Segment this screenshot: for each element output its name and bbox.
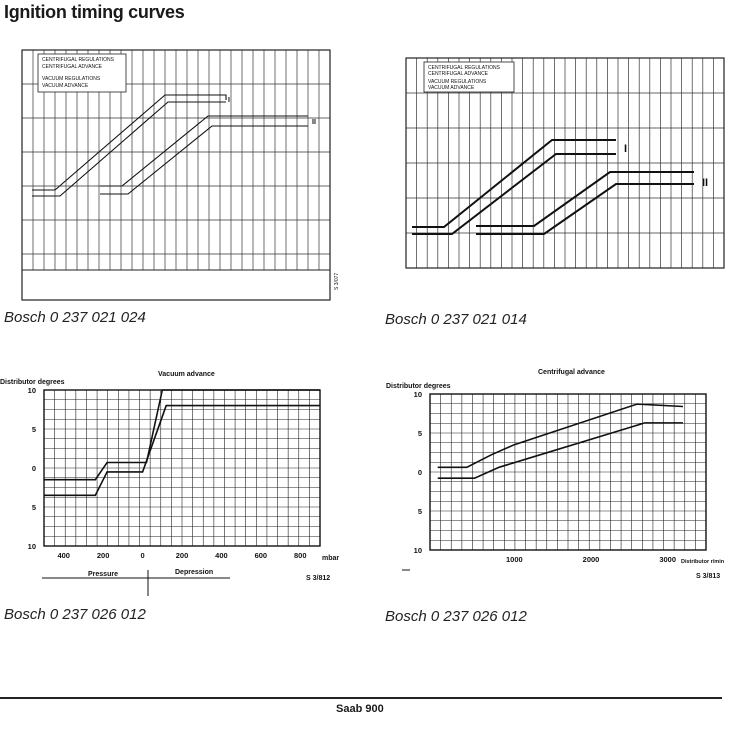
y-tick-label: 10 (27, 386, 36, 395)
x-tick-label: 2000 (582, 555, 600, 564)
legend-line-2: CENTRIFUGAL ADVANCE (42, 64, 103, 70)
x-tick-label: 3000 (659, 555, 677, 564)
y-tick-label: 5 (417, 507, 422, 516)
vacuum-advance-chart (0, 368, 345, 596)
caption-014: Bosch 0 237 021 014 (385, 311, 527, 328)
legend-line-4: VACUUM ADVANCE (42, 83, 89, 89)
curve2-II-upper (476, 172, 694, 226)
x-tick-label: 400 (215, 551, 228, 560)
depression-label: Depression (175, 569, 214, 576)
footer-title: Saab 900 (336, 703, 384, 715)
pressure-label: Pressure (88, 571, 118, 578)
centrifugal-xlabel: Distributor r/min (681, 559, 725, 565)
curve-II-lower (100, 126, 308, 194)
vacuum-chart-title: Vacuum advance (158, 371, 215, 378)
caption-024: Bosch 0 237 021 024 (4, 309, 146, 326)
x-tick-label: 600 (254, 551, 268, 560)
centrifugal-y-ticks (414, 390, 422, 555)
y-tick-label: 10 (27, 542, 36, 551)
ref-024: S 3/077 (334, 272, 340, 290)
x-tick-label: 200 (96, 551, 110, 560)
footer-rule (0, 697, 722, 699)
curve2-label-I: I (624, 143, 628, 155)
x-tick-label: 0 (140, 551, 145, 560)
y-tick-label: 5 (31, 503, 36, 512)
centrifugal-chart-title: Centrifugal advance (538, 369, 605, 376)
y-tick-label: 0 (417, 468, 422, 477)
caption-centrifugal: Bosch 0 237 026 012 (385, 608, 527, 625)
curve2-label-II: II (702, 177, 709, 189)
centrifugal-series (438, 404, 683, 478)
curve-I-upper (32, 95, 226, 190)
curve-label-I: I (228, 97, 230, 104)
timing-chart-014 (384, 40, 736, 310)
y-tick-label: 5 (417, 429, 422, 438)
vacuum-grid (44, 390, 320, 546)
vacuum-y-ticks (28, 386, 36, 551)
legend-line-1: CENTRIFUGAL REGULATIONS (42, 57, 114, 63)
centrifugal-x-ticks (506, 555, 676, 564)
legend2-line-4: VACUUM ADVANCE (428, 85, 475, 91)
legend-line-3: VACUUM REGULATIONS (42, 76, 101, 82)
centrifugal-grid (430, 394, 706, 550)
series-line-lower (438, 423, 683, 478)
curve2-I-lower (412, 154, 616, 234)
curve-I-lower (32, 102, 226, 196)
legend2-line-3: VACUUM REGULATIONS (428, 79, 487, 85)
centrifugal-ylabel: Distributor degrees (386, 383, 451, 390)
x-tick-label: 800 (294, 551, 307, 560)
x-tick-label: 1000 (505, 555, 523, 564)
vacuum-ref: S 3/812 (306, 575, 331, 582)
x-tick-label: 200 (175, 551, 189, 560)
y-tick-label: 0 (31, 464, 36, 473)
y-tick-label: 10 (413, 546, 422, 555)
centrifugal-advance-chart (384, 366, 736, 598)
y-tick-label: 5 (31, 425, 36, 434)
caption-vacuum: Bosch 0 237 026 012 (4, 606, 146, 623)
page-title: Ignition timing curves (4, 2, 185, 22)
centrifugal-ref: S 3/813 (696, 573, 721, 580)
y-tick-label: 10 (413, 390, 422, 399)
curve-label-II: II (312, 119, 316, 126)
timing-chart-024 (0, 40, 370, 310)
x-tick-label: 400 (57, 551, 70, 560)
legend2-line-2: CENTRIFUGAL ADVANCE (428, 71, 489, 77)
legend2-line-1: CENTRIFUGAL REGULATIONS (428, 65, 500, 71)
vacuum-x-ticks (57, 551, 306, 560)
vacuum-ylabel: Distributor degrees (0, 379, 65, 386)
vacuum-unit: mbar (322, 555, 340, 562)
